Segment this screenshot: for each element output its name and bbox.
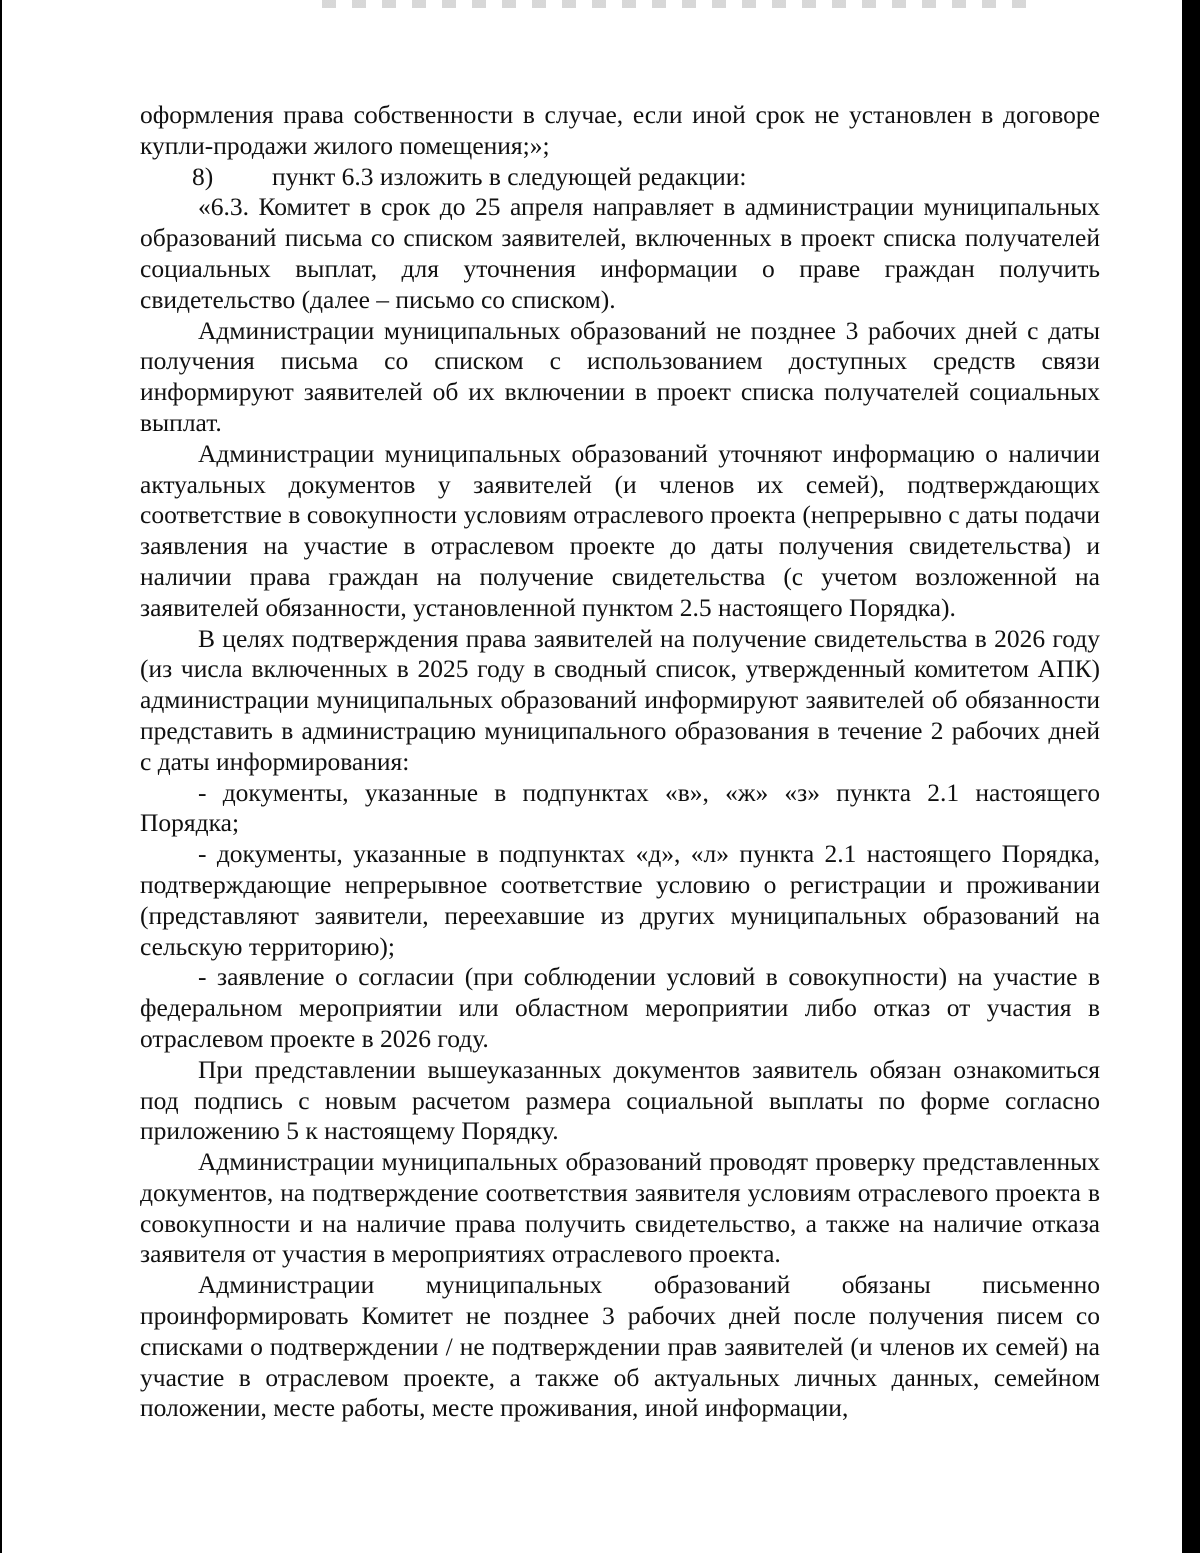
bullet-documents-1: - документы, указанные в подпунктах «в», «ж» «з» пункта 2.1 настоящего Порядка; [140,777,1100,838]
paragraph-notify-committee: Администрации муниципальных образований обязаны письменно проинформировать Комитет не позднее 3 рабочих дней после получения писем со списками о подтверждении / не подтверждении прав заявителей (и членов их семей) на участие в отраслевом проекте, а также об актуальных личных данных, семейном положении, месте работы, месте проживания, иной информации, [140,1270,1100,1423]
bullet-documents-2: - документы, указанные в подпунктах «д», «л» пункта 2.1 настоящего Порядка, подтверждающие непрерывное соответствие условию о регистрации и проживании (представляют заявители, переехавшие из других муниципальных образований на сельскую территорию); [140,839,1100,961]
scan-artifact [322,0,1042,8]
paragraph-clarify: Администрации муниципальных образований уточняют информацию о наличии актуальных документов у заявителей (и членов их семей), подтверждающих соответствие в совокупности условиям отраслевого проекта (непрерывно с даты подачи заявления на участие в отраслевом проекте до даты получения свидетельства) и наличии права граждан на получение свидетельства (с учетом возложенной на заявителей обязанности, установленной пунктом 2.5 настоящего Порядка). [140,438,1100,622]
paragraph-confirm-rights: В целях подтверждения права заявителей на получение свидетельства в 2026 году (из числа включенных в 2025 году в сводный список, утвержденный комитетом АПК) администрации муниципальных образований информируют заявителей об обязанности представить в администрацию муниципального образования в течение 2 рабочих дней с даты информирования: [140,623,1100,776]
paragraph-acknowledge: При представлении вышеуказанных документов заявитель обязан ознакомиться под подпись с новым расчетом размера социальной выплаты по форме согласно приложению 5 к настоящему Порядку. [140,1054,1100,1146]
item-number: 8) [192,161,214,191]
document-page [2,0,1182,1553]
paragraph-continuation: оформления права собственности в случае, если иной срок не установлен в договоре купли-продажи жилого помещения;»; [140,100,1100,160]
paragraph-check: Администрации муниципальных образований проводят проверку представленных документов, на подтверждение соответствия заявителя условиям отраслевого проекта в совокупности и на наличие права получить свидетельство, а также на наличие отказа заявителя от участия в мероприятиях отраслевого проекта. [140,1147,1100,1269]
item-text: пункт 6.3 изложить в следующей редакции: [272,161,747,191]
paragraph-6-3: «6.3. Комитет в срок до 25 апреля направляет в администрации муниципальных образований письма со списком заявителей, включенных в проект списка получателей социальных выплат, для уточнения информации о праве граждан получить свидетельство (далее – письмо со списком). [140,192,1100,314]
bullet-consent: - заявление о согласии (при соблюдении условий в совокупности) на участие в федеральном мероприятии или областном мероприятии либо отказ от участия в отраслевом проекте в 2026 году. [140,962,1100,1053]
paragraph-inform: Администрации муниципальных образований не позднее 3 рабочих дней с даты получения письма со списком с использованием доступных средств связи информируют заявителей об их включении в проект списка получателей социальных выплат. [140,315,1100,437]
list-item-8 [140,162,1100,193]
document-body [140,100,1100,1424]
